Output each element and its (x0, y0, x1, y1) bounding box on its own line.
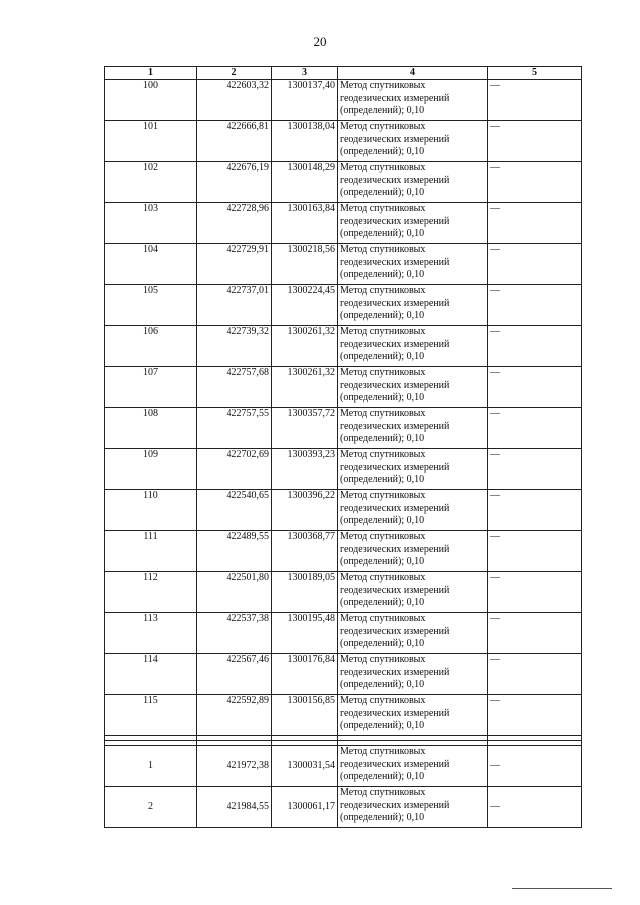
coord-x: 422603,32 (197, 80, 272, 121)
header-col-1: 1 (105, 67, 197, 80)
table-row (105, 572, 582, 613)
coord-x: 422729,91 (197, 244, 272, 285)
coord-x: 422739,32 (197, 326, 272, 367)
col5-dash: — (488, 326, 582, 367)
col5-dash: — (488, 408, 582, 449)
table-row (105, 203, 582, 244)
point-number: 100 (105, 80, 197, 121)
coord-x: 422501,80 (197, 572, 272, 613)
coord-y: 1300368,77 (272, 531, 338, 572)
method-description: Метод спутниковых геодезических измерений (определений); 0,10 (338, 367, 488, 408)
table-row (105, 326, 582, 367)
coord-x: 422757,68 (197, 367, 272, 408)
method-description: Метод спутниковых геодезических измерений (определений); 0,10 (338, 162, 488, 203)
header-col-3: 3 (272, 67, 338, 80)
col5-dash: — (488, 80, 582, 121)
coord-x: 422702,69 (197, 449, 272, 490)
coord-y: 1300137,40 (272, 80, 338, 121)
point-number: 109 (105, 449, 197, 490)
footer-rule (512, 888, 612, 889)
col5-dash: — (488, 613, 582, 654)
method-description: Метод спутниковых геодезических измерений (определений); 0,10 (338, 121, 488, 162)
table-row (105, 531, 582, 572)
point-number: 1 (105, 746, 197, 787)
coord-y: 1300396,22 (272, 490, 338, 531)
col5-dash: — (488, 203, 582, 244)
coord-y: 1300031,54 (272, 746, 338, 787)
coord-y: 1300195,48 (272, 613, 338, 654)
col5-dash: — (488, 367, 582, 408)
coord-x: 422757,55 (197, 408, 272, 449)
table-row (105, 244, 582, 285)
method-description: Метод спутниковых геодезических измерений (определений); 0,10 (338, 490, 488, 531)
coord-y: 1300189,05 (272, 572, 338, 613)
point-number: 111 (105, 531, 197, 572)
coord-x: 422540,65 (197, 490, 272, 531)
coord-x: 422728,96 (197, 203, 272, 244)
coord-y: 1300357,72 (272, 408, 338, 449)
coord-x: 422537,38 (197, 613, 272, 654)
point-number: 106 (105, 326, 197, 367)
col5-dash: — (488, 244, 582, 285)
point-number: 101 (105, 121, 197, 162)
coord-x: 422676,19 (197, 162, 272, 203)
col5-dash: — (488, 572, 582, 613)
point-number: 103 (105, 203, 197, 244)
coord-y: 1300224,45 (272, 285, 338, 326)
point-number: 102 (105, 162, 197, 203)
coord-x: 422592,89 (197, 695, 272, 736)
coord-y: 1300218,56 (272, 244, 338, 285)
table-row (105, 367, 582, 408)
table-row (105, 746, 582, 787)
point-number: 108 (105, 408, 197, 449)
table-body (105, 80, 582, 828)
col5-dash: — (488, 654, 582, 695)
page-number: 20 (313, 34, 327, 49)
table-row (105, 654, 582, 695)
coord-y: 1300163,84 (272, 203, 338, 244)
coord-y: 1300061,17 (272, 787, 338, 828)
col5-dash: — (488, 787, 582, 828)
method-description: Метод спутниковых геодезических измерений (определений); 0,10 (338, 746, 488, 787)
table-row (105, 80, 582, 121)
point-number: 112 (105, 572, 197, 613)
point-number: 107 (105, 367, 197, 408)
point-number: 2 (105, 787, 197, 828)
coord-y: 1300261,32 (272, 326, 338, 367)
table-row (105, 121, 582, 162)
coord-y: 1300148,29 (272, 162, 338, 203)
point-number: 110 (105, 490, 197, 531)
point-number: 114 (105, 654, 197, 695)
col5-dash: — (488, 531, 582, 572)
header-col-5: 5 (488, 67, 582, 80)
point-number: 105 (105, 285, 197, 326)
point-number: 115 (105, 695, 197, 736)
col5-dash: — (488, 746, 582, 787)
method-description: Метод спутниковых геодезических измерений (определений); 0,10 (338, 613, 488, 654)
header-col-4: 4 (338, 67, 488, 80)
table-row (105, 613, 582, 654)
method-description: Метод спутниковых геодезических измерений (определений); 0,10 (338, 326, 488, 367)
coord-x: 421972,38 (197, 746, 272, 787)
table-row (105, 695, 582, 736)
col5-dash: — (488, 490, 582, 531)
header-row (105, 67, 582, 80)
table-row (105, 408, 582, 449)
table-header (105, 67, 582, 80)
table-row (105, 787, 582, 828)
coord-y: 1300156,85 (272, 695, 338, 736)
table-row (105, 449, 582, 490)
method-description: Метод спутниковых геодезических измерений (определений); 0,10 (338, 572, 488, 613)
coord-x: 422567,46 (197, 654, 272, 695)
method-description: Метод спутниковых геодезических измерений (определений); 0,10 (338, 695, 488, 736)
point-number: 104 (105, 244, 197, 285)
method-description: Метод спутниковых геодезических измерений (определений); 0,10 (338, 285, 488, 326)
table-row (105, 490, 582, 531)
method-description: Метод спутниковых геодезических измерений (определений); 0,10 (338, 244, 488, 285)
coordinates-table (104, 66, 582, 828)
coord-x: 421984,55 (197, 787, 272, 828)
method-description: Метод спутниковых геодезических измерений (определений); 0,10 (338, 449, 488, 490)
coord-y: 1300393,23 (272, 449, 338, 490)
table-row (105, 162, 582, 203)
point-number: 113 (105, 613, 197, 654)
col5-dash: — (488, 449, 582, 490)
coord-y: 1300176,84 (272, 654, 338, 695)
coord-y: 1300261,32 (272, 367, 338, 408)
table-row (105, 285, 582, 326)
col5-dash: — (488, 695, 582, 736)
col5-dash: — (488, 162, 582, 203)
coord-x: 422666,81 (197, 121, 272, 162)
method-description: Метод спутниковых геодезических измерений (определений); 0,10 (338, 531, 488, 572)
method-description: Метод спутниковых геодезических измерений (определений); 0,10 (338, 787, 488, 828)
method-description: Метод спутниковых геодезических измерений (определений); 0,10 (338, 203, 488, 244)
header-col-2: 2 (197, 67, 272, 80)
col5-dash: — (488, 285, 582, 326)
coord-x: 422489,55 (197, 531, 272, 572)
coord-y: 1300138,04 (272, 121, 338, 162)
method-description: Метод спутниковых геодезических измерений (определений); 0,10 (338, 654, 488, 695)
col5-dash: — (488, 121, 582, 162)
method-description: Метод спутниковых геодезических измерений (определений); 0,10 (338, 80, 488, 121)
coord-x: 422737,01 (197, 285, 272, 326)
method-description: Метод спутниковых геодезических измерений (определений); 0,10 (338, 408, 488, 449)
